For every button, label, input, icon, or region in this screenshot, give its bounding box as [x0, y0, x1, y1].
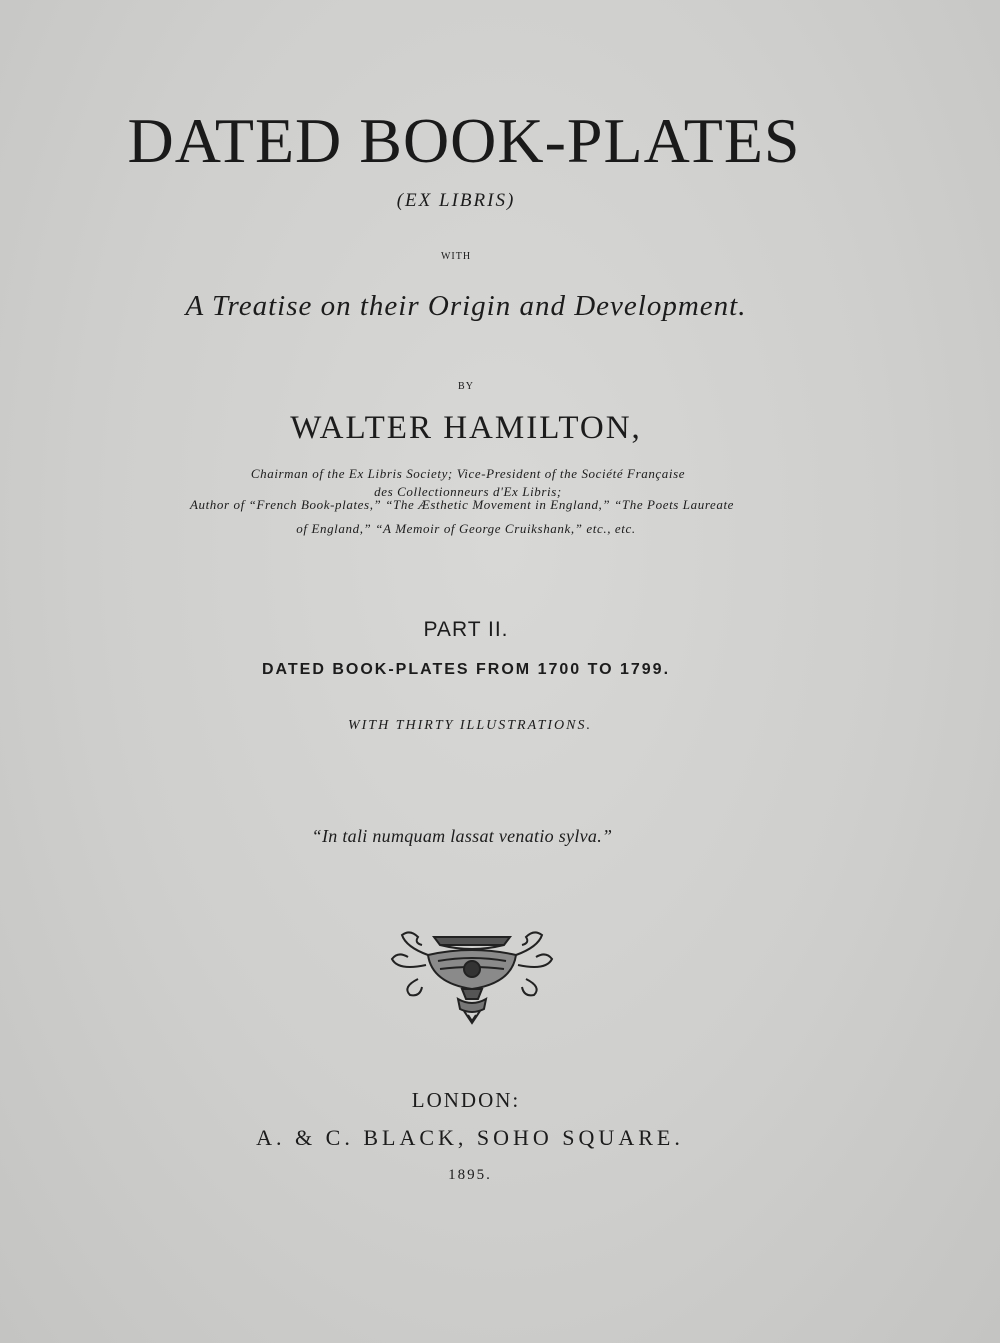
author-credentials-line-4: of England,” “A Memoir of George Cruikshank,” etc., etc. [296, 521, 636, 536]
illustrations-note: WITH THIRTY ILLUSTRATIONS. [347, 718, 592, 733]
date-range: DATED BOOK-PLATES FROM 1700 TO 1799. [261, 661, 671, 678]
book-subtitle: (EX LIBRIS) [396, 190, 516, 211]
by-word: BY [458, 381, 474, 392]
with-word: WITH [440, 251, 472, 262]
author-credentials-line-2: des Collectionneurs d'Ex Libris; [374, 484, 562, 499]
imprint-year: 1895. [448, 1167, 492, 1183]
baroque-vase-ornament-icon [388, 925, 556, 1025]
author-name: WALTER HAMILTON, [290, 410, 642, 446]
imprint-publisher: A. & C. BLACK, SOHO SQUARE. [256, 1125, 684, 1150]
latin-motto: “In tali numquam lassat venatio sylva.” [311, 826, 613, 846]
treatise-line: A Treatise on their Origin and Development. [185, 290, 747, 322]
imprint-city: LONDON: [411, 1088, 521, 1112]
part-number: PART II. [423, 618, 509, 641]
book-title: DATED BOOK-PLATES [127, 105, 801, 176]
author-credentials-line-3: Author of “French Book-plates,” “The Æsthetic Movement in England,” “The Poets Laureate [189, 497, 735, 512]
author-credentials-line-1: Chairman of the Ex Libris Society; Vice-President of the Société Française [250, 466, 686, 481]
